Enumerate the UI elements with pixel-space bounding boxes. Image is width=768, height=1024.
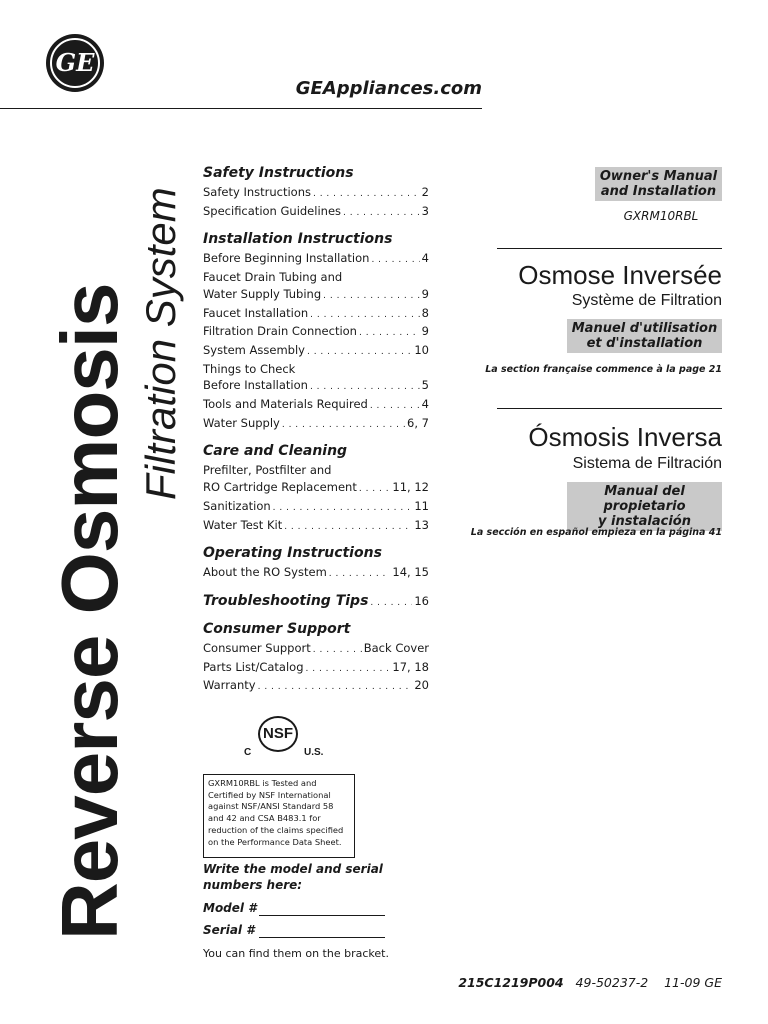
badge-line: et d'installation bbox=[586, 336, 703, 351]
toc-entry[interactable] bbox=[203, 377, 429, 396]
toc-entry-label: Warranty bbox=[203, 678, 256, 693]
toc-entry-label: System Assembly bbox=[203, 342, 305, 357]
toc-entry[interactable] bbox=[203, 286, 429, 305]
french-section-note: La section française commence à la page 21 bbox=[485, 364, 722, 375]
leader-dots bbox=[310, 305, 420, 324]
toc-entry-label: Water Supply bbox=[203, 415, 280, 430]
leader-dots bbox=[310, 377, 420, 396]
toc-entry[interactable] bbox=[203, 640, 429, 659]
toc-entry-label: Prefilter, Postfilter and bbox=[203, 463, 332, 478]
table-of-contents bbox=[203, 163, 429, 704]
model-code: GXRM10RBL bbox=[623, 209, 699, 223]
toc-entry-label: Specification Guidelines bbox=[203, 203, 342, 218]
toc-entry[interactable] bbox=[203, 564, 429, 583]
badge-line: Manuel d'utilisation bbox=[571, 321, 718, 336]
toc-entry-page: 11, 12 bbox=[392, 480, 429, 495]
cover-subtitle: Filtration System bbox=[137, 187, 184, 500]
toc-entry-page: 14, 15 bbox=[392, 565, 429, 580]
toc-entry-page: 2 bbox=[421, 185, 429, 199]
badge-line: y instalación bbox=[597, 514, 691, 529]
toc-entry-page: 11 bbox=[414, 498, 429, 513]
spanish-subtitle: Sistema de Filtración bbox=[572, 455, 722, 472]
leader-dots bbox=[284, 517, 412, 536]
leader-dots bbox=[282, 415, 405, 434]
toc-entry-label: Parts List/Catalog bbox=[203, 659, 304, 674]
leader-dots bbox=[359, 323, 420, 342]
toc-entry[interactable] bbox=[203, 396, 429, 415]
part-number: 215C1219P004 bbox=[458, 975, 564, 990]
leader-dots bbox=[343, 203, 420, 222]
spanish-title: Ósmosis Inversa bbox=[528, 422, 722, 452]
toc-entry[interactable] bbox=[203, 659, 429, 678]
french-manual-badge bbox=[567, 319, 722, 353]
toc-entry[interactable] bbox=[203, 323, 429, 342]
toc-entry[interactable] bbox=[203, 342, 429, 361]
toc-entry-page: 9 bbox=[421, 286, 429, 301]
serial-number-field[interactable] bbox=[203, 923, 393, 939]
badge-line: and Installation bbox=[600, 184, 717, 199]
toc-section-safety bbox=[203, 163, 429, 221]
toc-entry[interactable] bbox=[203, 517, 429, 536]
leader-dots bbox=[306, 659, 391, 678]
document-codes bbox=[458, 975, 722, 990]
toc-entry-label: Before Installation bbox=[203, 378, 308, 393]
leader-dots bbox=[313, 184, 420, 203]
toc-entry[interactable] bbox=[203, 415, 429, 434]
logo-monogram: GE bbox=[55, 48, 95, 77]
toc-entry-label: Water Supply Tubing bbox=[203, 286, 322, 301]
toc-entry-page: 6, 7 bbox=[407, 415, 429, 430]
leader-dots bbox=[307, 342, 412, 361]
serial-number-label: Serial # bbox=[203, 923, 255, 937]
leader-dots bbox=[273, 498, 413, 517]
toc-entry[interactable] bbox=[203, 479, 429, 498]
model-number-line[interactable] bbox=[259, 915, 385, 916]
toc-section-installation bbox=[203, 229, 429, 433]
toc-entry-label: Filtration Drain Connection bbox=[203, 324, 357, 339]
leader-dots bbox=[370, 594, 412, 608]
divider bbox=[497, 248, 722, 249]
toc-entry-label: Faucet Installation bbox=[203, 305, 309, 320]
toc-entry[interactable] bbox=[203, 305, 429, 324]
toc-entry-label: RO Cartridge Replacement bbox=[203, 480, 357, 495]
website-link[interactable]: GEAppliances.com bbox=[295, 78, 482, 99]
toc-section-support bbox=[203, 619, 429, 696]
toc-entry[interactable] bbox=[203, 250, 429, 269]
spanish-section-note: La sección en español empieza en la página 41 bbox=[470, 527, 722, 538]
toc-section-care bbox=[203, 441, 429, 535]
toc-heading: Operating Instructions bbox=[203, 545, 382, 562]
toc-heading: Consumer Support bbox=[203, 620, 351, 637]
leader-dots bbox=[258, 677, 413, 696]
nsf-us-label: U.S. bbox=[304, 747, 324, 758]
toc-entry-page: 10 bbox=[414, 342, 429, 357]
english-manual-badge bbox=[595, 167, 722, 201]
toc-entry[interactable] bbox=[203, 591, 429, 611]
toc-entry-page: Back Cover bbox=[363, 640, 429, 655]
spanish-manual-badge bbox=[567, 482, 722, 531]
leader-dots bbox=[370, 396, 420, 415]
toc-heading: Troubleshooting Tips bbox=[203, 592, 369, 609]
toc-heading: Safety Instructions bbox=[203, 165, 354, 181]
toc-entry-label: Water Test Kit bbox=[203, 517, 283, 532]
toc-entry-page: 5 bbox=[421, 378, 429, 393]
toc-entry[interactable] bbox=[203, 203, 429, 222]
header-divider bbox=[0, 108, 482, 109]
bracket-note: You can find them on the bracket. bbox=[203, 947, 389, 960]
certification-statement: GXRM10RBL is Tested and Certified by NSF International against NSF/ANSI Standard 58 and 42 and CSA B483.1 for reduction of the claims specified on the Performance Data Sheet. bbox=[203, 774, 355, 858]
toc-entry[interactable] bbox=[203, 498, 429, 517]
toc-entry-page: 4 bbox=[421, 251, 429, 266]
badge-line: Owner's Manual bbox=[599, 169, 718, 184]
model-number-field[interactable] bbox=[203, 901, 393, 917]
date-code: 11-09 GE bbox=[664, 975, 722, 990]
serial-number-line[interactable] bbox=[259, 937, 385, 938]
toc-entry-page: 3 bbox=[421, 203, 429, 218]
toc-entry-label: Before Beginning Installation bbox=[203, 251, 370, 266]
divider bbox=[497, 408, 722, 409]
toc-entry-page: 8 bbox=[421, 305, 429, 320]
toc-entry-page: 9 bbox=[421, 324, 429, 339]
badge-line: Manual del propietario bbox=[603, 484, 686, 514]
leader-dots bbox=[313, 640, 362, 659]
leader-dots bbox=[371, 250, 419, 269]
toc-entry-label: Safety Instructions bbox=[203, 185, 311, 199]
record-heading: Write the model and serial numbers here: bbox=[203, 862, 383, 892]
toc-entry-label: About the RO System bbox=[203, 565, 327, 580]
french-title: Osmose Inversée bbox=[518, 260, 722, 290]
cover-title: Reverse Osmosis bbox=[45, 283, 134, 940]
toc-entry-page: 13 bbox=[414, 517, 429, 532]
toc-entry[interactable] bbox=[203, 184, 429, 203]
toc-entry-label: Faucet Drain Tubing and bbox=[203, 270, 343, 285]
toc-entry-page: 17, 18 bbox=[392, 659, 429, 674]
toc-entry-label: Tools and Materials Required bbox=[203, 397, 368, 412]
toc-heading: Installation Instructions bbox=[203, 231, 393, 248]
leader-dots bbox=[323, 286, 420, 305]
toc-entry-label: Consumer Support bbox=[203, 640, 311, 655]
toc-section-troubleshooting bbox=[203, 591, 429, 611]
leader-dots bbox=[329, 564, 391, 583]
toc-heading: Care and Cleaning bbox=[203, 443, 348, 460]
french-subtitle: Système de Filtration bbox=[571, 292, 722, 309]
nsf-c-label: C bbox=[244, 747, 252, 758]
toc-entry-page: 20 bbox=[414, 678, 429, 693]
model-number-label: Model # bbox=[203, 901, 257, 915]
toc-section-operating bbox=[203, 543, 429, 583]
toc-entry-page: 16 bbox=[414, 593, 429, 608]
toc-entry-page: 4 bbox=[421, 397, 429, 412]
toc-entry-label: Sanitization bbox=[203, 498, 271, 513]
doc-number: 49-50237-2 bbox=[575, 975, 649, 990]
toc-entry[interactable] bbox=[203, 677, 429, 696]
nsf-certification-mark: NSF bbox=[258, 716, 298, 752]
leader-dots bbox=[359, 479, 391, 498]
toc-entry-label: Things to Check bbox=[203, 361, 296, 376]
